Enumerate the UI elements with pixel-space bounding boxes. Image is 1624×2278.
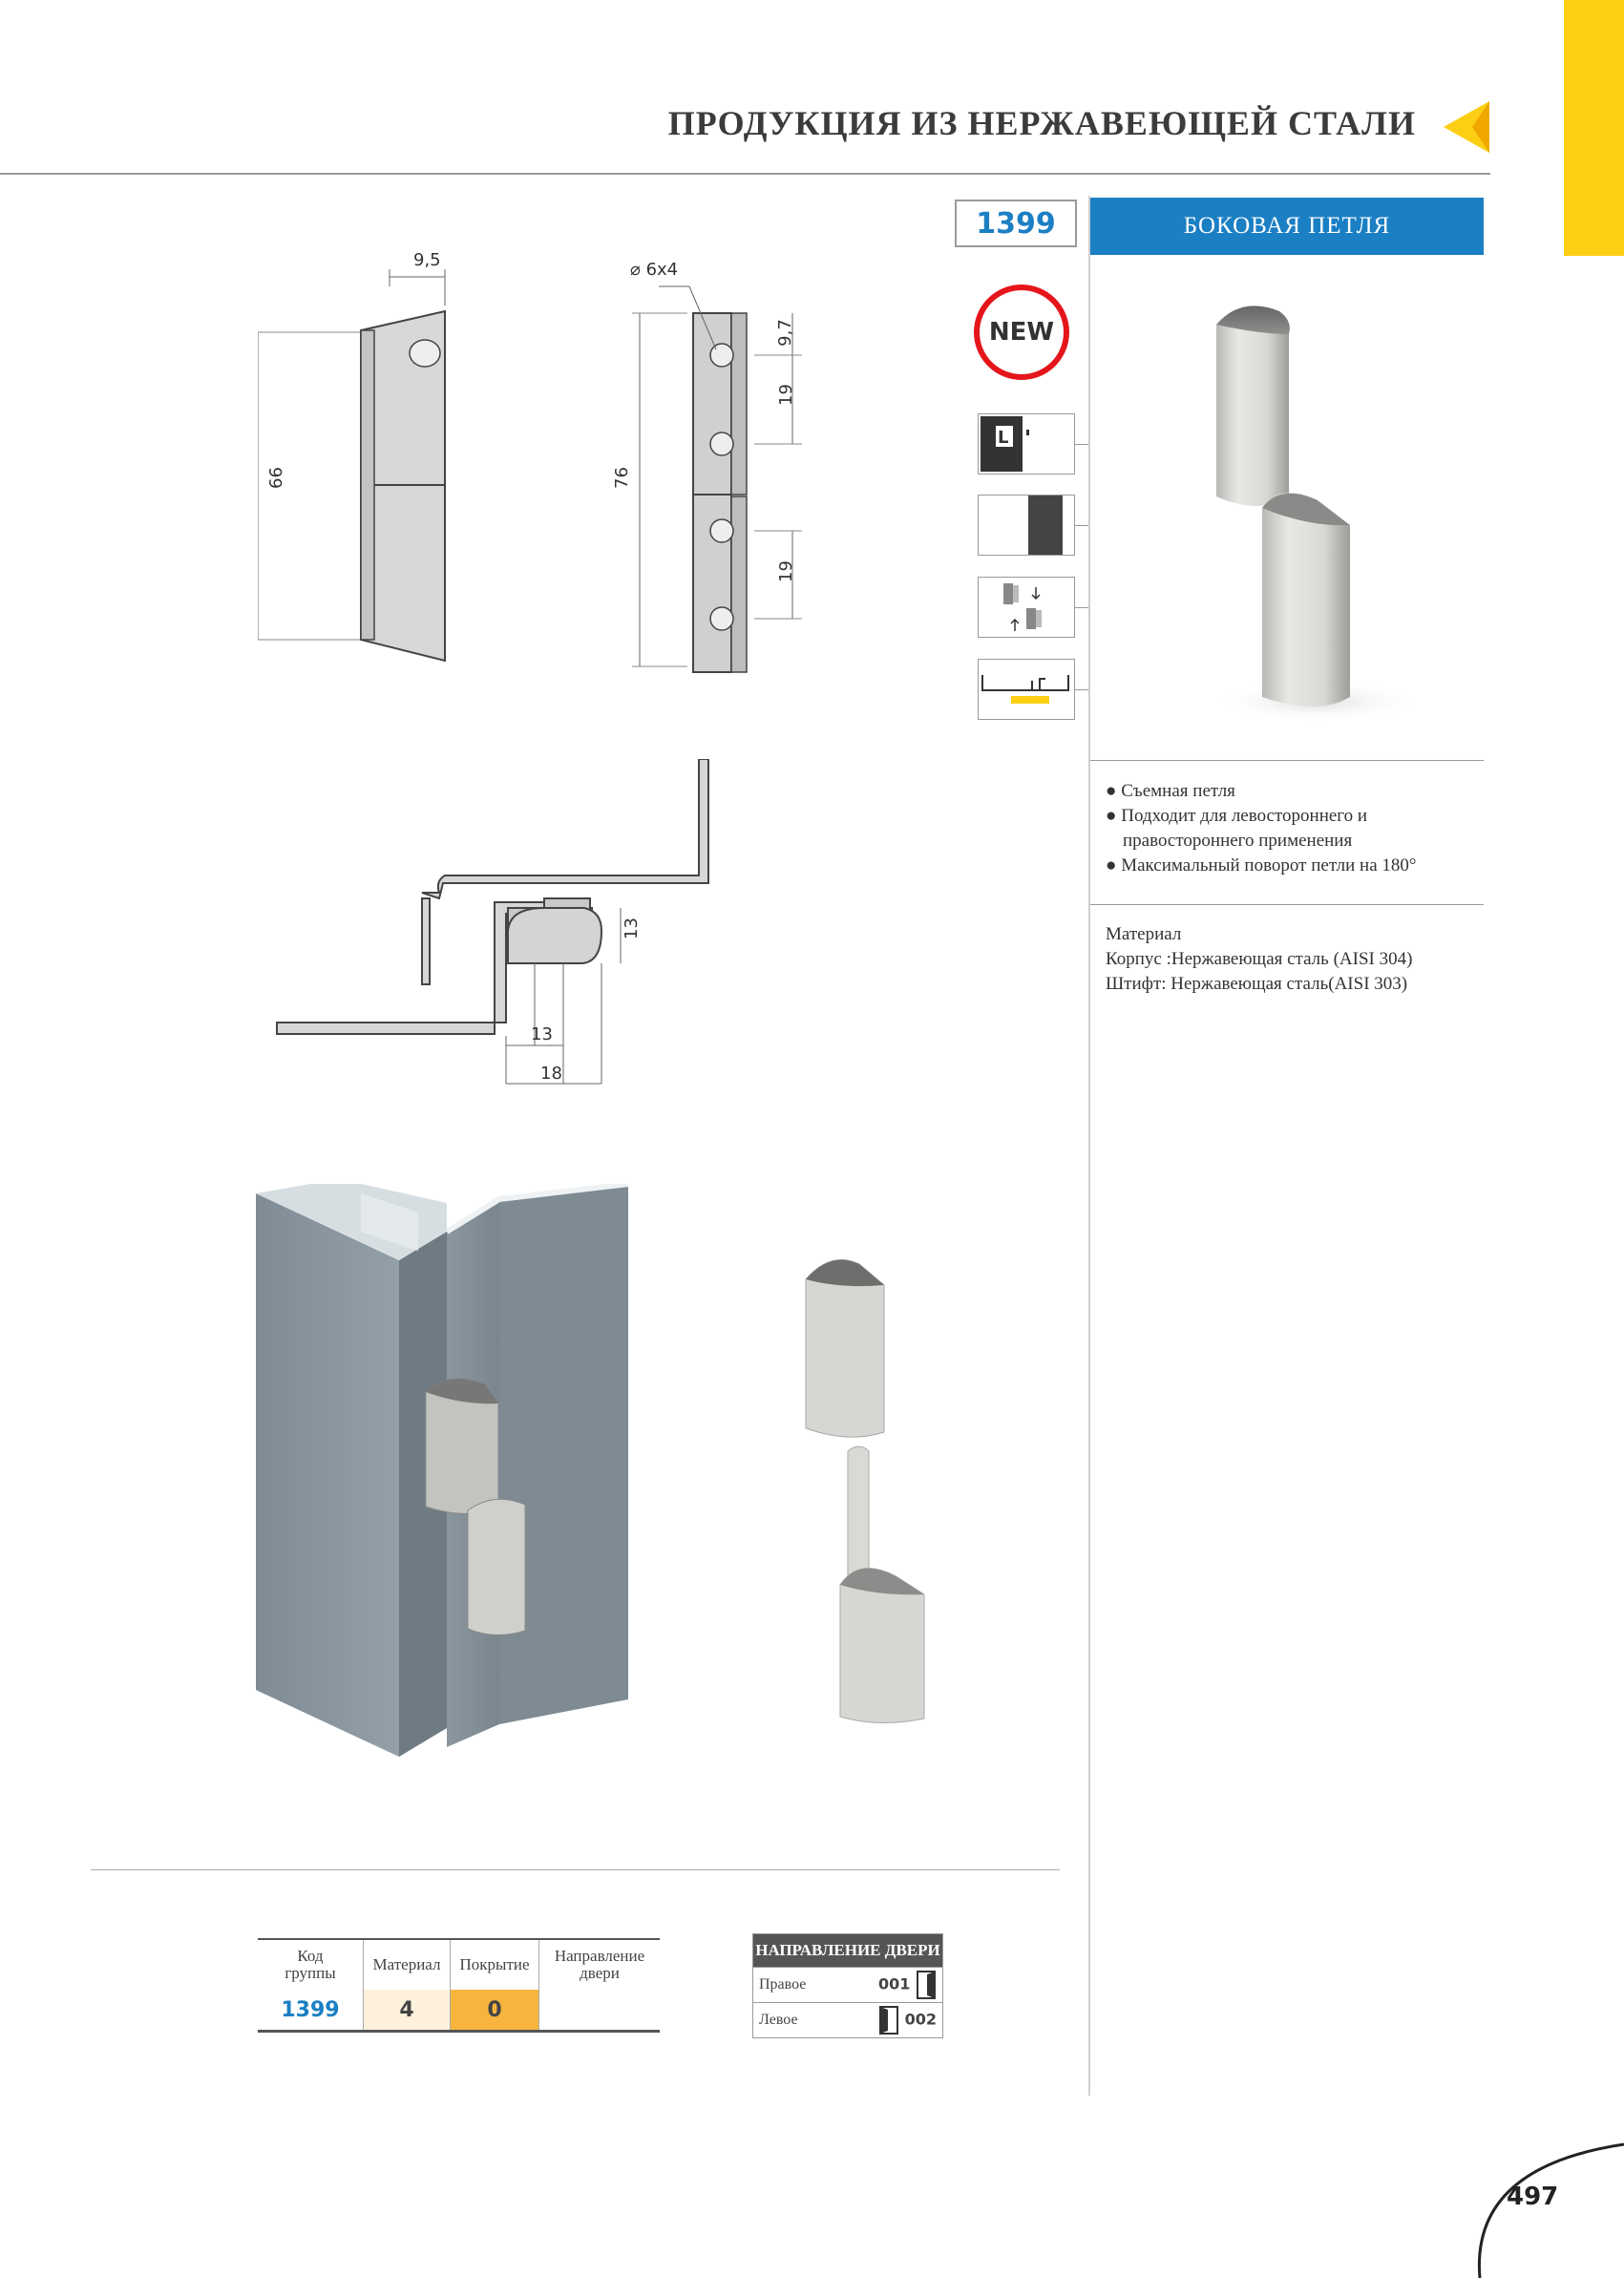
door-right-icon (916, 1971, 937, 1999)
product-name: БОКОВАЯ ПЕТЛЯ (1090, 198, 1484, 255)
door-left-icon (878, 2006, 899, 2035)
yellow-page-tab (1564, 0, 1624, 256)
cross-section-drawing (267, 759, 726, 1112)
hinge-product-image (1174, 296, 1432, 726)
dim-offset-top: 9,7 (774, 319, 795, 347)
dim-width-outer: 18 (540, 1064, 562, 1084)
dim-hole (630, 260, 678, 280)
dim-depth: 13 (621, 918, 642, 939)
icon-connector (1075, 444, 1088, 445)
icon-connector (1075, 607, 1088, 608)
header-group-code: Код группы (258, 1939, 364, 1990)
profile-cross-section-icon (978, 659, 1075, 720)
dim-width: 9,5 (413, 250, 441, 270)
feature-item: ● Максимальный поворот петли на 180° (1106, 855, 1417, 875)
cell-coating: 0 (451, 1990, 539, 2032)
feature-item: ● Съемная петля (1106, 781, 1235, 801)
installed-hinge-image (256, 1184, 638, 1766)
door-direction-table (752, 1933, 943, 2038)
feature-list (1106, 779, 1417, 878)
svg-text:L: L (998, 428, 1009, 448)
header-material: Материал (364, 1939, 451, 1990)
icon-connector (1075, 525, 1088, 526)
direction-right-code: 001 (878, 1974, 911, 1993)
yellow-triangle-icon (1444, 101, 1489, 153)
diameter-icon: ⌀ (630, 260, 646, 280)
material-heading: Материал (1106, 924, 1182, 944)
cell-material: 4 (364, 1990, 451, 2032)
header-direction: Направление двери (539, 1939, 661, 1990)
column-divider (1088, 196, 1090, 2096)
dim-width-inner: 13 (531, 1024, 553, 1044)
spec-table (258, 1938, 660, 2033)
direction-right-label: Правое (753, 1968, 840, 2003)
icon-connector (1075, 689, 1088, 690)
header-rule (0, 173, 1490, 175)
header-coating: Покрытие (451, 1939, 539, 1990)
direction-left-code: 002 (904, 2010, 937, 2029)
section-rule (1090, 904, 1484, 905)
direction-left-label: Левое (753, 2003, 840, 2038)
feature-item: правостороннего применения (1123, 831, 1353, 851)
feature-item: ● Подходит для левостороннего и (1106, 806, 1368, 826)
section-rule (1090, 760, 1484, 761)
dim-spacing-1: 19 (775, 384, 796, 406)
cell-code: 1399 (258, 1990, 364, 2032)
hinge-mount-icon (978, 577, 1075, 638)
dim-height: 66 (265, 467, 286, 489)
page-title: ПРОДУКЦИЯ ИЗ НЕРЖАВЕЮЩЕЙ СТАЛИ (667, 104, 1416, 142)
dim-front-height: 76 (611, 467, 632, 489)
door-direction-title: НАПРАВЛЕНИЕ ДВЕРИ (753, 1934, 943, 1968)
dim-spacing-2: 19 (775, 560, 796, 582)
bottom-rule (91, 1869, 1060, 1870)
exploded-hinge-image (802, 1251, 955, 1738)
material-pin: Штифт: Нержавеющая сталь(AISI 303) (1106, 974, 1408, 994)
cell-direction (539, 1990, 661, 2032)
profile-l-icon (978, 413, 1075, 475)
new-badge: NEW (974, 285, 1069, 380)
product-code: 1399 (955, 200, 1077, 247)
material-body: Корпус :Нержавеющая сталь (AISI 304) (1106, 949, 1413, 969)
page-number: 497 (1507, 2183, 1559, 2211)
black-bar-icon (978, 495, 1075, 556)
dim-hole-value: 6x4 (645, 260, 679, 280)
side-view-drawing (258, 248, 468, 668)
material-block (1106, 922, 1412, 997)
